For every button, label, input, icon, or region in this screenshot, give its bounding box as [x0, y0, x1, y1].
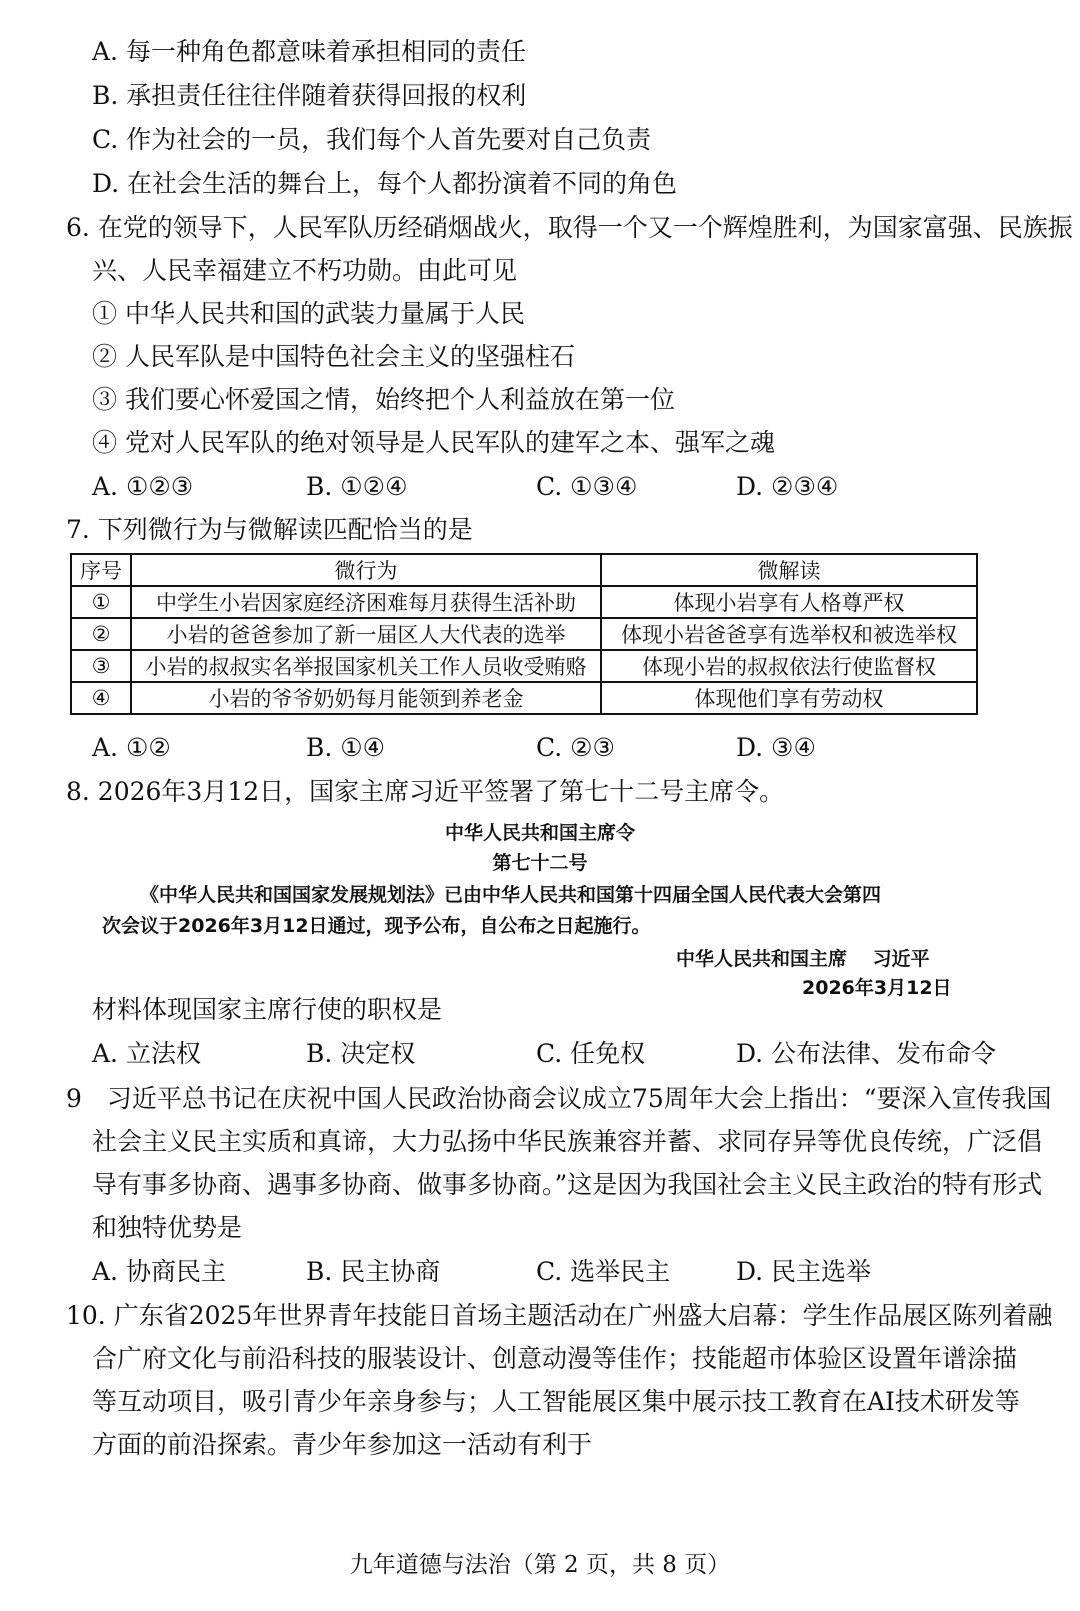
row-interpretation: 体现小岩享有人格尊严权	[601, 586, 977, 618]
header-interpretation: 微解读	[601, 554, 977, 586]
q10-line4: 方面的前沿探索。青少年参加这一活动有利于	[92, 1430, 593, 1459]
row-number: ③	[71, 650, 131, 682]
q6-option-c: C. ①③④	[536, 472, 638, 501]
row-number: ②	[71, 618, 131, 650]
q10-line3: 等互动项目，吸引青少年亲身参与；人工智能展区集中展示技工教育在AI技术研发等	[92, 1387, 1020, 1416]
row-interpretation: 体现小岩的叔叔依法行使监督权	[601, 650, 977, 682]
header-behavior: 微行为	[131, 554, 601, 586]
decree-title: 中华人民共和国主席令	[444, 822, 635, 844]
q6-item-4: ④ 党对人民军队的绝对领导是人民军队的建军之本、强军之魂	[92, 428, 775, 457]
q7-stem: 7. 下列微行为与微解读匹配恰当的是	[66, 515, 473, 544]
q8-stem: 8. 2026年3月12日，国家主席习近平签署了第七十二号主席令。	[66, 777, 785, 806]
q8-option-b: B. 决定权	[306, 1039, 416, 1068]
decree-body-line2: 次会议于2026年3月12日通过，现予公布，自公布之日起施行。	[102, 915, 651, 937]
q8-question: 材料体现国家主席行使的职权是	[92, 995, 443, 1024]
q5-option-b: B. 承担责任往往伴随着获得回报的权利	[92, 81, 527, 110]
q5-option-d: D. 在社会生活的舞台上，每个人都扮演着不同的角色	[92, 169, 678, 198]
q6-option-b: B. ①②④	[306, 472, 408, 501]
q5-option-c: C. 作为社会的一员，我们每个人首先要对自己负责	[92, 125, 652, 154]
q6-stem-line1: 6. 在党的领导下，人民军队历经硝烟战火，取得一个又一个辉煌胜利，为国家富强、民族振	[66, 213, 1073, 242]
row-behavior: 小岩的爷爷奶奶每月能领到养老金	[131, 682, 601, 714]
q9-line2: 社会主义民主实质和真谛，大力弘扬中华民族兼容并蓄、求同存异等优良传统，广泛倡	[92, 1127, 1043, 1156]
q9-option-b: B. 民主协商	[306, 1257, 441, 1286]
row-behavior: 小岩的叔叔实名举报国家机关工作人员收受贿赂	[131, 650, 601, 682]
q6-item-3: ③ 我们要心怀爱国之情，始终把个人利益放在第一位	[92, 385, 675, 414]
decree-signer: 中华人民共和国主席 习近平	[676, 948, 930, 970]
table-row	[71, 650, 977, 682]
q6-item-2: ② 人民军队是中国特色社会主义的坚强柱石	[92, 342, 575, 371]
row-behavior: 中学生小岩因家庭经济困难每月获得生活补助	[131, 586, 601, 618]
row-interpretation: 体现他们享有劳动权	[601, 682, 977, 714]
q7-option-b: B. ①④	[306, 733, 386, 762]
header-number: 序号	[71, 554, 131, 586]
decree-body-line1: 《中华人民共和国国家发展规划法》已由中华人民共和国第十四届全国人民代表大会第四	[140, 884, 882, 906]
row-behavior: 小岩的爸爸参加了新一届区人大代表的选举	[131, 618, 601, 650]
q9-line1: 9 习近平总书记在庆祝中国人民政治协商会议成立75周年大会上指出：“要深入宣传我国	[66, 1084, 1052, 1113]
table-header-row	[71, 554, 977, 586]
q7-option-a: A. ①②	[92, 733, 171, 762]
table-row	[71, 618, 977, 650]
q9-option-d: D. 民主选举	[736, 1257, 872, 1286]
row-interpretation: 体现小岩爸爸享有选举权和被选举权	[601, 618, 977, 650]
q8-option-d: D. 公布法律、发布命令	[736, 1039, 997, 1068]
decree-date: 2026年3月12日	[802, 977, 952, 999]
q7-option-d: D. ③④	[736, 733, 816, 762]
q6-item-1: ① 中华人民共和国的武装力量属于人民	[92, 299, 525, 328]
q8-option-a: A. 立法权	[92, 1039, 201, 1068]
q7-option-c: C. ②③	[536, 733, 615, 762]
q7-table	[70, 553, 978, 715]
decree-number: 第七十二号	[492, 852, 588, 874]
row-number: ①	[71, 586, 131, 618]
q5-option-a: A. 每一种角色都意味着承担相同的责任	[92, 37, 526, 66]
q9-line3: 导有事多协商、遇事多协商、做事多协商。”这是因为我国社会主义民主政治的特有形式	[92, 1170, 1043, 1199]
q9-option-c: C. 选举民主	[536, 1257, 671, 1286]
q9-line4: 和独特优势是	[92, 1213, 243, 1242]
q6-option-d: D. ②③④	[736, 472, 839, 501]
q10-line2: 合广府文化与前沿科技的服装设计、创意动漫等佳作；技能超市体验区设置年谱涂描	[92, 1344, 1018, 1373]
q10-line1: 10. 广东省2025年世界青年技能日首场主题活动在广州盛大启幕：学生作品展区陈列着融	[66, 1301, 1053, 1330]
q6-stem-line2: 兴、人民幸福建立不朽功勋。由此可见	[92, 256, 518, 285]
q9-option-a: A. 协商民主	[92, 1257, 226, 1286]
row-number: ④	[71, 682, 131, 714]
table-row	[71, 682, 977, 714]
q8-option-c: C. 任免权	[536, 1039, 646, 1068]
q6-option-a: A. ①②③	[92, 472, 194, 501]
page-footer: 九年道德与法治（第 2 页，共 8 页）	[349, 1552, 731, 1578]
table-row	[71, 586, 977, 618]
